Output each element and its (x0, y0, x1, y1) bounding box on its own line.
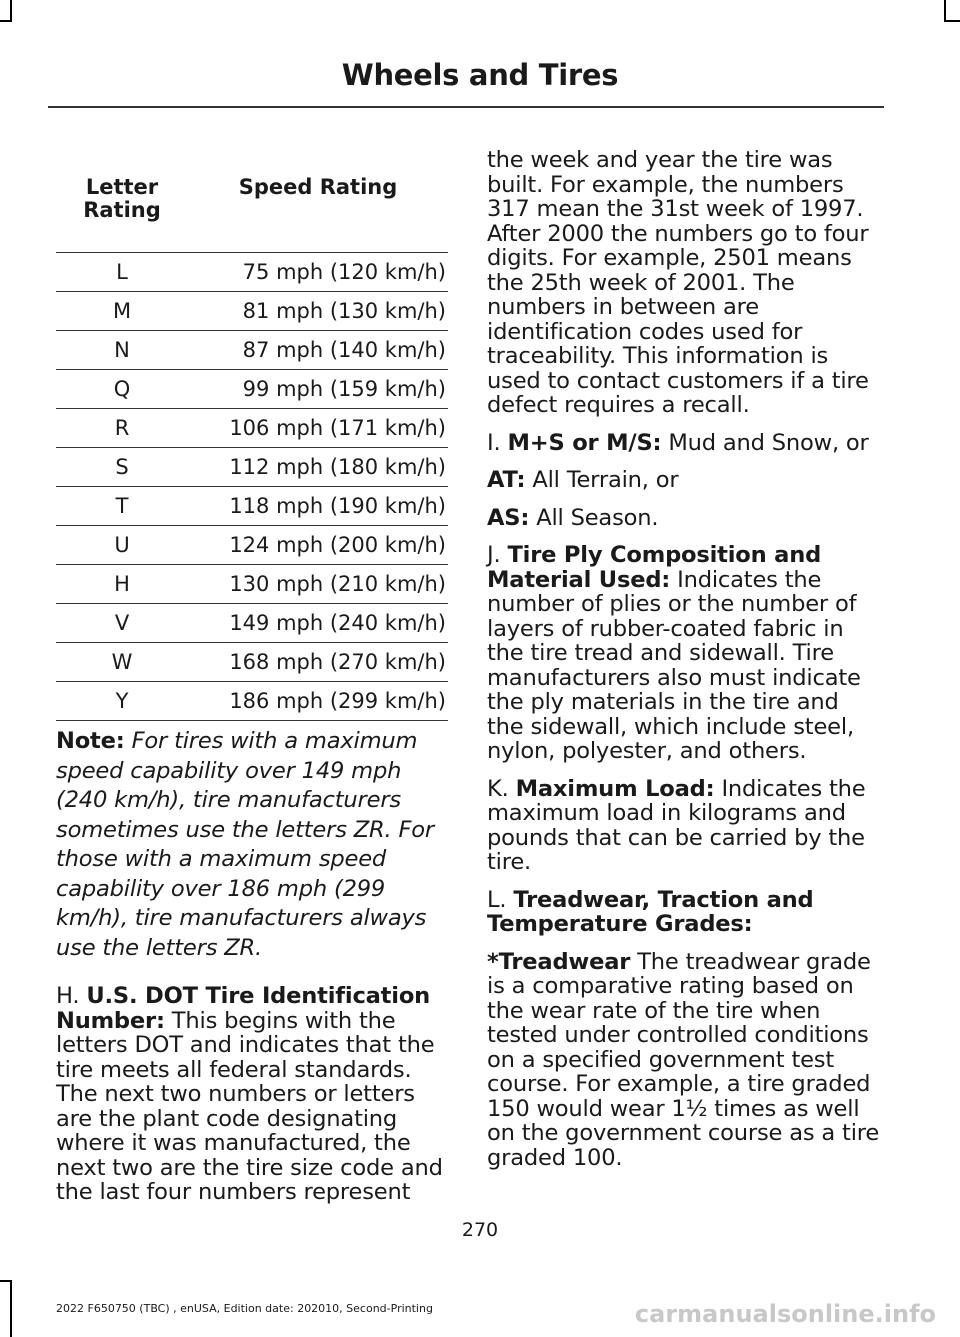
letter-rating-cell: H (56, 565, 188, 604)
note (56, 727, 448, 963)
as-label: AS: (487, 504, 530, 531)
section-k-text: Indicates the maximum load in kilograms and pounds that can be carried by the tire. (487, 775, 866, 875)
section-j-heading: Tire Ply Composition and Material Used: (487, 542, 822, 593)
table-row (56, 448, 448, 487)
page-number: 270 (461, 1219, 499, 1241)
speed-rating-cell: 81 mph (130 km/h) (188, 292, 448, 331)
section-h-heading: U.S. DOT Tire Identification Number: (56, 983, 431, 1034)
table-row (56, 643, 448, 682)
speed-rating-cell: 130 mph (210 km/h) (188, 565, 448, 604)
speed-rating-cell: 149 mph (240 km/h) (188, 604, 448, 643)
table-row (56, 487, 448, 526)
section-i (487, 431, 881, 456)
speed-rating-cell: 87 mph (140 km/h) (188, 331, 448, 370)
letter-rating-cell: N (56, 331, 188, 370)
letter-rating-cell: W (56, 643, 188, 682)
table-row (56, 292, 448, 331)
table-row (56, 682, 448, 721)
section-i-at (487, 468, 881, 493)
letter-rating-cell: Y (56, 682, 188, 721)
section-k (487, 777, 881, 875)
crop-mark (10, 0, 12, 22)
speed-rating-cell: 118 mph (190 km/h) (188, 487, 448, 526)
letter-rating-cell: S (56, 448, 188, 487)
speed-rating-cell: 186 mph (299 km/h) (188, 682, 448, 721)
table-row (56, 409, 448, 448)
section-h-prefix: H. (56, 983, 80, 1009)
section-l-heading: Treadwear, Traction and Temperature Grades: (487, 886, 814, 937)
right-column (487, 148, 881, 1170)
speed-rating-cell: 112 mph (180 km/h) (188, 448, 448, 487)
table-row (56, 370, 448, 409)
table-row (56, 331, 448, 370)
as-text: All Season. (536, 504, 659, 531)
speed-rating-cell: 106 mph (171 km/h) (188, 409, 448, 448)
ms-label: M+S or M/S: (507, 429, 662, 456)
column-header-letter: Letter Rating (56, 164, 188, 253)
table-row (56, 604, 448, 643)
left-column (56, 164, 448, 1205)
crop-mark (944, 20, 960, 22)
letter-rating-cell: U (56, 526, 188, 565)
crop-mark (0, 20, 12, 22)
note-text: For tires with a maximum speed capability over 149 mph (240 km/h), tire manufacturers sometimes use the letters ZR. For those with a maximum speed capability over 186 mph (299 km/h), tire manufacturers always use the letters ZR. (56, 728, 435, 961)
speed-rating-cell: 124 mph (200 km/h) (188, 526, 448, 565)
speed-rating-table (56, 164, 448, 721)
section-h-continued: the week and year the tire was built. For example, the numbers 317 mean the 31st week of 1997. After 2000 the numbers go to four digits. For example, 2501 means the 25th week of 2001. The numbers in between are identification codes used for traceability. This information is used to contact customers if a tire defect requires a recall. (487, 147, 869, 418)
table-header-row (56, 164, 448, 253)
letter-rating-cell: L (56, 253, 188, 292)
section-j (487, 543, 881, 764)
speed-rating-cell: 168 mph (270 km/h) (188, 643, 448, 682)
letter-rating-cell: T (56, 487, 188, 526)
table-row (56, 526, 448, 565)
table-row (56, 253, 448, 292)
crop-mark (10, 1280, 12, 1337)
ms-text: Mud and Snow, or (668, 429, 869, 456)
speed-table-body (56, 253, 448, 721)
crop-mark (0, 1280, 12, 1282)
note-label: Note: (56, 728, 125, 754)
section-j-prefix: J. (487, 542, 501, 568)
section-i-prefix: I. (487, 429, 501, 456)
section-l-prefix: L. (487, 886, 507, 913)
watermark: carmanualsonline.info (634, 1300, 936, 1328)
at-text: All Terrain, or (532, 467, 679, 493)
section-h (56, 984, 448, 1205)
section-i-as (487, 506, 881, 531)
letter-rating-cell: Q (56, 370, 188, 409)
treadwear-text: The treadwear grade is a comparative rating based on the wear rate of the tire when tested under controlled conditions on a specified government test course. For example, a tire graded 150 would wear 1½ times as well on the government course as a tire graded 100. (487, 948, 880, 1171)
footer-edition: 2022 F650750 (TBC) , enUSA, Edition date: 202010, Second-Printing (56, 1302, 433, 1315)
speed-rating-cell: 75 mph (120 km/h) (188, 253, 448, 292)
crop-mark (944, 0, 946, 22)
at-label: AT: (487, 467, 526, 493)
page-title: Wheels and Tires (341, 58, 619, 92)
section-k-prefix: K. (487, 775, 509, 802)
section-h-text: This begins with the letters DOT and indicates that the tire meets all federal standards. The next two numbers or letters are the plant code designating where it was manufactured, the next two are the tire size code and the last four numbers represent (56, 1007, 443, 1205)
section-j-text: Indicates the number of plies or the number of layers of rubber-coated fabric in the tire tread and sidewall. Tire manufacturers also must indicate the ply materials in the tire and the sidewall, which include steel, nylon, polyester, and others. (487, 566, 861, 764)
letter-rating-cell: R (56, 409, 188, 448)
treadwear-label: *Treadwear (487, 948, 631, 975)
speed-rating-cell: 99 mph (159 km/h) (188, 370, 448, 409)
column-header-speed: Speed Rating (188, 164, 448, 253)
header-divider (48, 106, 884, 108)
letter-rating-cell: V (56, 604, 188, 643)
treadwear (487, 950, 881, 1171)
letter-rating-cell: M (56, 292, 188, 331)
section-l (487, 888, 881, 937)
section-k-heading: Maximum Load: (515, 775, 715, 802)
table-row (56, 565, 448, 604)
